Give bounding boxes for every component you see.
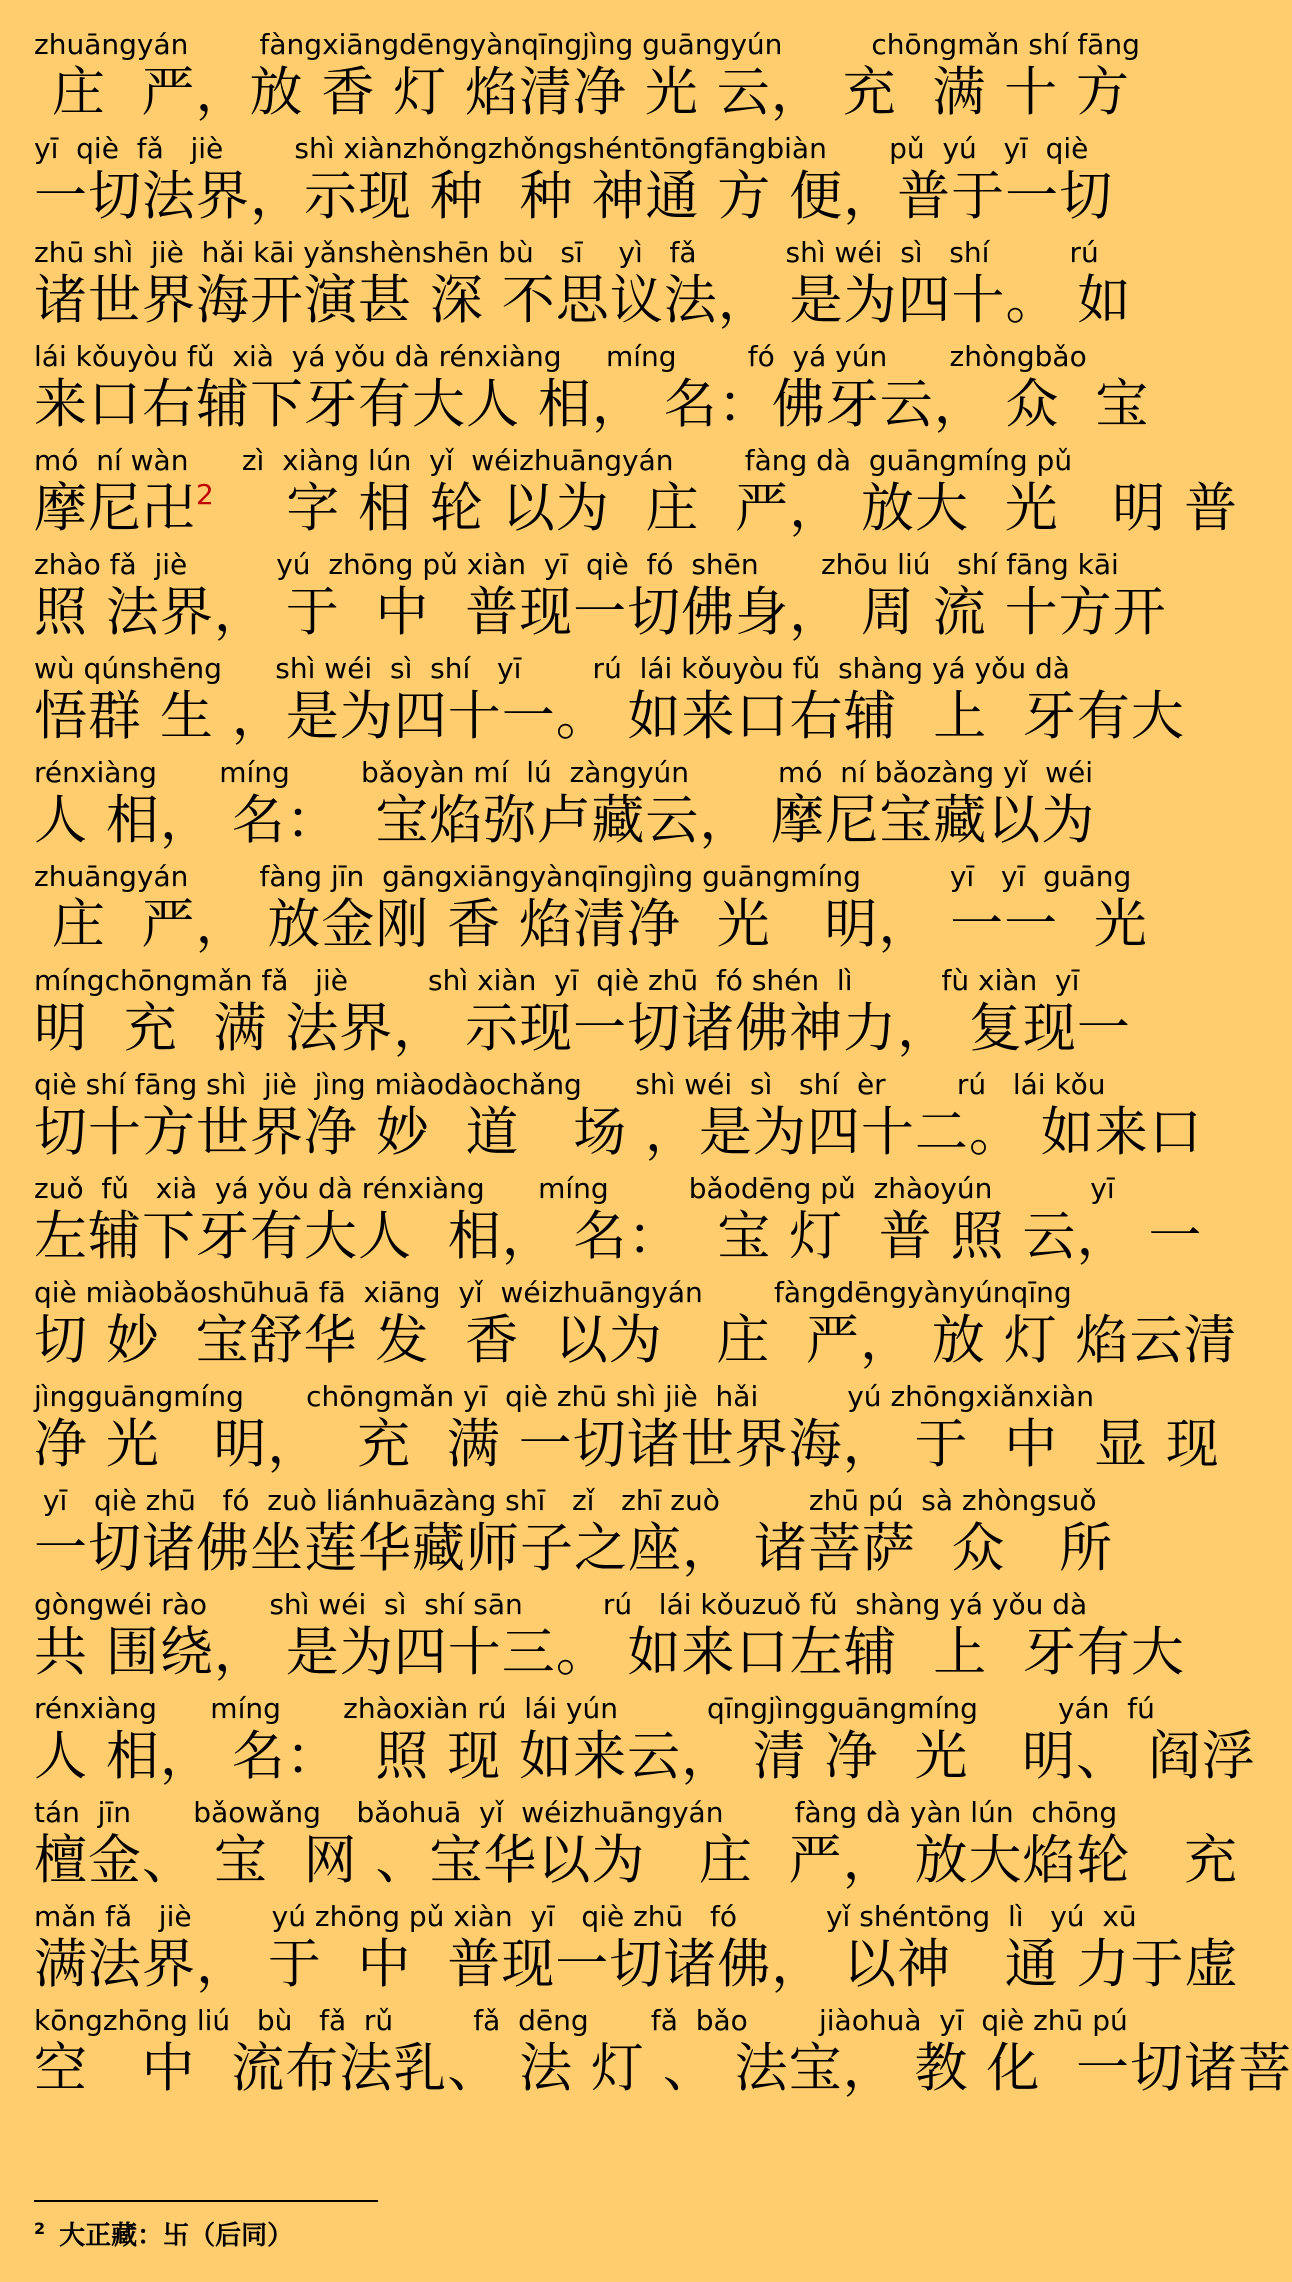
pinyin-line: mó ní wàn zì xiàng lún yǐ wéizhuāngyán fàng dà guāngmíng pǔ <box>34 444 1073 477</box>
hanzi-line: 切十方世界净 妙 道 场 ，是为四十二。 如来口 <box>34 1102 1203 1163</box>
hanzi-line: 明 充 满 法界， 示现一切诸佛神力， 复现一 <box>34 998 1131 1059</box>
pinyin-line: yī qiè fǎ jiè shì xiànzhǒngzhǒngshéntōngfāngbiàn pǔ yú yī qiè <box>34 132 1089 165</box>
pinyin-line: zuǒ fǔ xià yá yǒu dà rénxiàng míng bǎodēng pǔ zhàoyún yī <box>34 1172 1115 1205</box>
hanzi-line: 庄 严，放 香 灯 焰清净 光 云， 充 满 十 方 <box>34 62 1131 123</box>
hanzi-line: 左辅下牙有大人 相， 名： 宝 灯 普 照 云， 一 <box>34 1206 1203 1267</box>
hanzi-line: 共 围绕， 是为四十三。 如来口左辅 上 牙有大 <box>34 1622 1185 1683</box>
hanzi-line: 空 中 流布法乳、 法 灯 、 法宝， 教 化 一切诸菩 <box>34 2038 1292 2099</box>
pinyin-line: tán jīn bǎowǎng bǎohuā yǐ wéizhuāngyán fàng dà yàn lún chōng <box>34 1796 1118 1829</box>
footnote-number: 2 <box>34 2219 46 2238</box>
hanzi-line: 一切诸佛坐莲华藏师子之座， 诸菩萨 众 所 <box>34 1518 1114 1579</box>
hanzi-segment: 摩尼卍 <box>34 478 196 539</box>
hanzi-line: 照 法界， 于 中 普现一切佛身， 周 流 十方开 <box>34 582 1167 643</box>
pinyin-line: rénxiàng míng zhàoxiàn rú lái yún qīngjìngguāngmíng yán fú <box>34 1692 1155 1725</box>
pinyin-line: yī qiè zhū fó zuò liánhuāzàng shī zǐ zhī zuò zhū pú sà zhòngsuǒ <box>34 1484 1097 1517</box>
pinyin-line: kōngzhōng liú bù fǎ rǔ fǎ dēng fǎ bǎo jiàohuà yī qiè zhū pú <box>34 2004 1128 2037</box>
pinyin-line: zhuāngyán fàng jīn gāngxiāngyànqīngjìng guāngmíng yī yī guāng <box>34 860 1132 893</box>
pinyin-line: qiè miàobǎoshūhuā fā xiāng yǐ wéizhuāngyán fàngdēngyànyúnqīng <box>34 1276 1072 1309</box>
hanzi-line: 悟群 生 ，是为四十一。 如来口右辅 上 牙有大 <box>34 686 1185 747</box>
footnote-separator <box>34 2200 378 2202</box>
hanzi-segment: 字 相 轮 以为 庄 严， 放大 光 明 普 <box>214 478 1239 539</box>
hanzi-line: 檀金、 宝 网 、宝华以为 庄 严， 放大焰轮 充 <box>34 1830 1239 1891</box>
pinyin-line: zhuāngyán fàngxiāngdēngyànqīngjìng guāngyún chōngmǎn shí fāng <box>34 28 1140 61</box>
footnote <box>34 2212 734 2253</box>
hanzi-line: 净 光 明， 充 满 一切诸世界海， 于 中 显 现 <box>34 1414 1220 1475</box>
pinyin-line: rénxiàng míng bǎoyàn mí lú zàngyún mó ní bǎozàng yǐ wéi <box>34 756 1094 789</box>
pinyin-line: qiè shí fāng shì jiè jìng miàodàochǎng shì wéi sì shí èr rú lái kǒu <box>34 1068 1106 1101</box>
pinyin-line: mǎn fǎ jiè yú zhōng pǔ xiàn yī qiè zhū fó yǐ shéntōng lì yú xū <box>34 1900 1137 1933</box>
pinyin-line: jìngguāngmíng chōngmǎn yī qiè zhū shì jiè hǎi yú zhōngxiǎnxiàn <box>34 1380 1095 1413</box>
hanzi-line: 满法界， 于 中 普现一切诸佛， 以神 通 力于虚 <box>34 1934 1239 1995</box>
hanzi-line: 庄 严， 放金刚 香 焰清净 光 明， 一一 光 <box>34 894 1148 955</box>
footnote-text: 大正藏：卐（后同） <box>59 2221 294 2251</box>
pinyin-line: zhào fǎ jiè yú zhōng pǔ xiàn yī qiè fó shēn zhōu liú shí fāng kāi <box>34 548 1119 581</box>
hanzi-line: 切 妙 宝舒华 发 香 以为 庄 严， 放 灯 焰云清 <box>34 1310 1238 1371</box>
pinyin-line: zhū shì jiè hǎi kāi yǎnshènshēn bù sī yì fǎ shì wéi sì shí rú <box>34 236 1099 269</box>
hanzi-line: 人 相， 名： 宝焰弥卢藏云， 摩尼宝藏以为 <box>34 790 1096 851</box>
hanzi-line: 诸世界海开演甚 深 不思议法， 是为四十。 如 <box>34 270 1132 331</box>
pinyin-line: lái kǒuyòu fǔ xià yá yǒu dà rénxiàng míng fó yá yún zhòngbǎo <box>34 340 1087 373</box>
footnote-reference[interactable]: 2 <box>196 478 215 511</box>
hanzi-line: 一切法界，示现 种 种 神通 方 便，普于一切 <box>34 166 1114 227</box>
pinyin-line: wù qúnshēng shì wéi sì shí yī rú lái kǒuyòu fǔ shàng yá yǒu dà <box>34 652 1070 685</box>
hanzi-line: 人 相， 名： 照 现 如来云， 清 净 光 明、 阎浮 <box>34 1726 1256 1787</box>
hanzi-line <box>34 478 1239 540</box>
pinyin-line: gòngwéi rào shì wéi sì shí sān rú lái kǒuzuǒ fǔ shàng yá yǒu dà <box>34 1588 1088 1621</box>
pinyin-line: míngchōngmǎn fǎ jiè shì xiàn yī qiè zhū fó shén lì fù xiàn yī <box>34 964 1080 997</box>
hanzi-line: 来口右辅下牙有大人 相， 名：佛牙云， 众 宝 <box>34 374 1150 435</box>
